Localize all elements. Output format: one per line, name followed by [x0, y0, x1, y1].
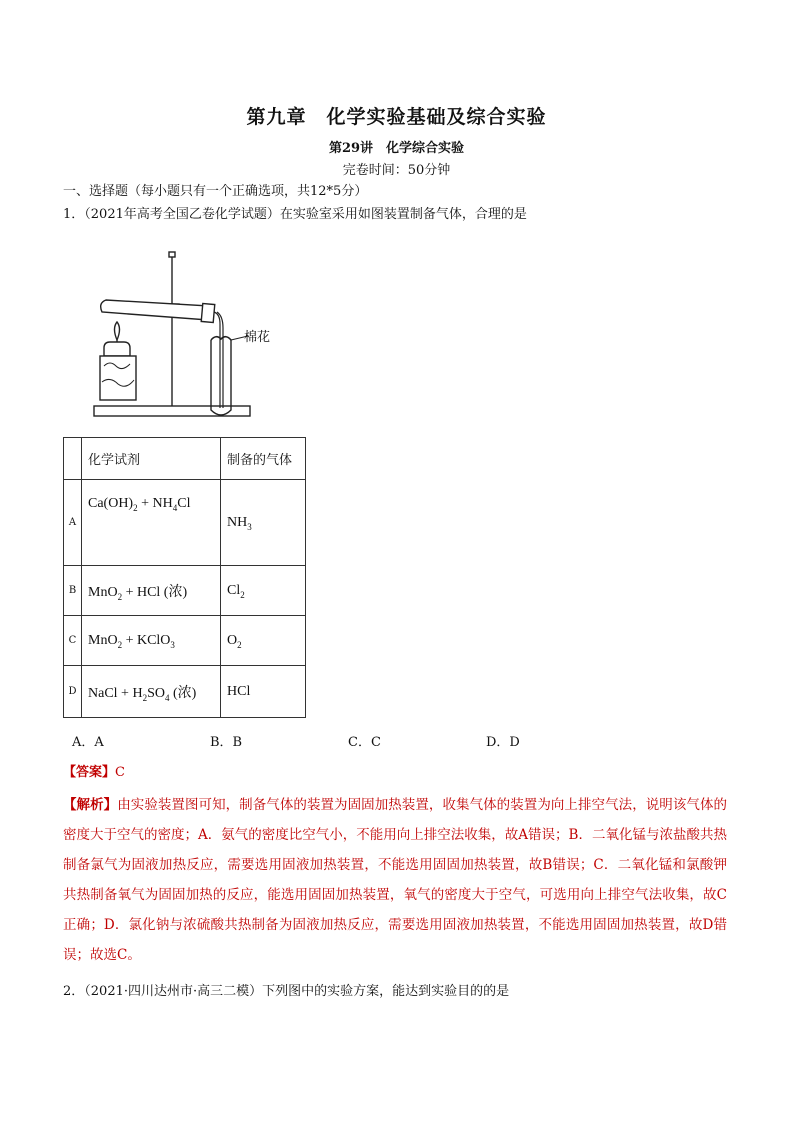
- option-a: A．A: [72, 735, 104, 750]
- table-header-row: [64, 438, 306, 480]
- time-limit: 完卷时间：50分钟: [342, 163, 451, 178]
- reagent-cell: NaCl + $H_2SO_4$ (浓): [82, 666, 221, 718]
- gas-cell: $NH_3$: [221, 480, 306, 566]
- header-cell-blank: [64, 438, 82, 480]
- option-d: D．D: [486, 735, 520, 750]
- reagent-cell: MnO$_2$ + KClO$_3$: [82, 616, 221, 666]
- stopper: [201, 304, 215, 323]
- analysis-text: 由实验装置图可知，制备气体的装置为固固加热装置，收集气体的装置为向上排空气法，说明该气体的密度大于空气的密度；A．氨气的密度比空气小，不能用向上排空法收集，故A错误；B．二氧化锰与浓盐酸共热制备氯气为固液加热反应，需要选用固液加热装置，不能选用固固加热装置，故B错误；C．二氧化锰和氯酸钾共热制备氧气为固固加热的反应，能选用固固加热装置，氧气的密度大于空气，可选用向上排空气法收集，故C正确；D．氯化钠与浓硫酸共热制备为固液加热反应，需要选用固液加热装置，不能选用固固加热装置，故D错误；故选C。: [63, 797, 728, 963]
- row-label: C: [64, 616, 82, 666]
- answer-value: C: [115, 765, 125, 780]
- option-b: B．B: [210, 735, 243, 750]
- analysis-paragraph: [63, 790, 727, 970]
- table-row: [64, 666, 306, 718]
- reagent-table: [63, 437, 306, 718]
- gas-cell: $Cl_2$: [221, 566, 306, 616]
- cotton-plug: [211, 337, 231, 340]
- reagent-cell: $Ca(OH)_2 + NH_4Cl$: [82, 480, 221, 566]
- lamp-body: [100, 356, 136, 400]
- stand-base: [94, 406, 250, 416]
- question-2-stem: 2．（2021·四川达州市·高三二模）下列图中的实验方案，能达到实验目的的是: [63, 984, 510, 999]
- collecting-tube: [211, 340, 231, 415]
- table-row: [64, 616, 306, 666]
- table-row: [64, 480, 306, 566]
- answer-line: [63, 761, 125, 780]
- reagent-cell: MnO$_2$ + HCl (浓): [82, 566, 221, 616]
- delivery-tube: [214, 312, 220, 408]
- test-tube: [101, 300, 210, 320]
- lesson-title: 第29讲 化学综合实验: [328, 141, 465, 156]
- section-heading: 一、选择题（每小题只有一个正确选项，共12*5分）: [63, 184, 368, 199]
- gas-cell: HCl: [221, 666, 306, 718]
- table-row: [64, 566, 306, 616]
- chapter-title: 第九章 化学实验基础及综合实验: [246, 106, 547, 128]
- row-label: D: [64, 666, 82, 718]
- question-1-stem: 1．（2021年高考全国乙卷化学试题）在实验室采用如图装置制备气体，合理的是: [63, 207, 527, 222]
- cotton-label: 棉花: [244, 330, 271, 345]
- header-cell-gas: 制备的气体: [221, 438, 306, 480]
- header-cell-reagent: 化学试剂: [82, 438, 221, 480]
- answer-label: 【答案】: [63, 765, 116, 780]
- lamp-flame: [115, 322, 120, 340]
- row-label: B: [64, 566, 82, 616]
- gas-cell: $O_2$: [221, 616, 306, 666]
- row-label: A: [64, 480, 82, 566]
- analysis-label: 【解析】: [63, 797, 118, 813]
- option-c: C．C: [348, 735, 381, 750]
